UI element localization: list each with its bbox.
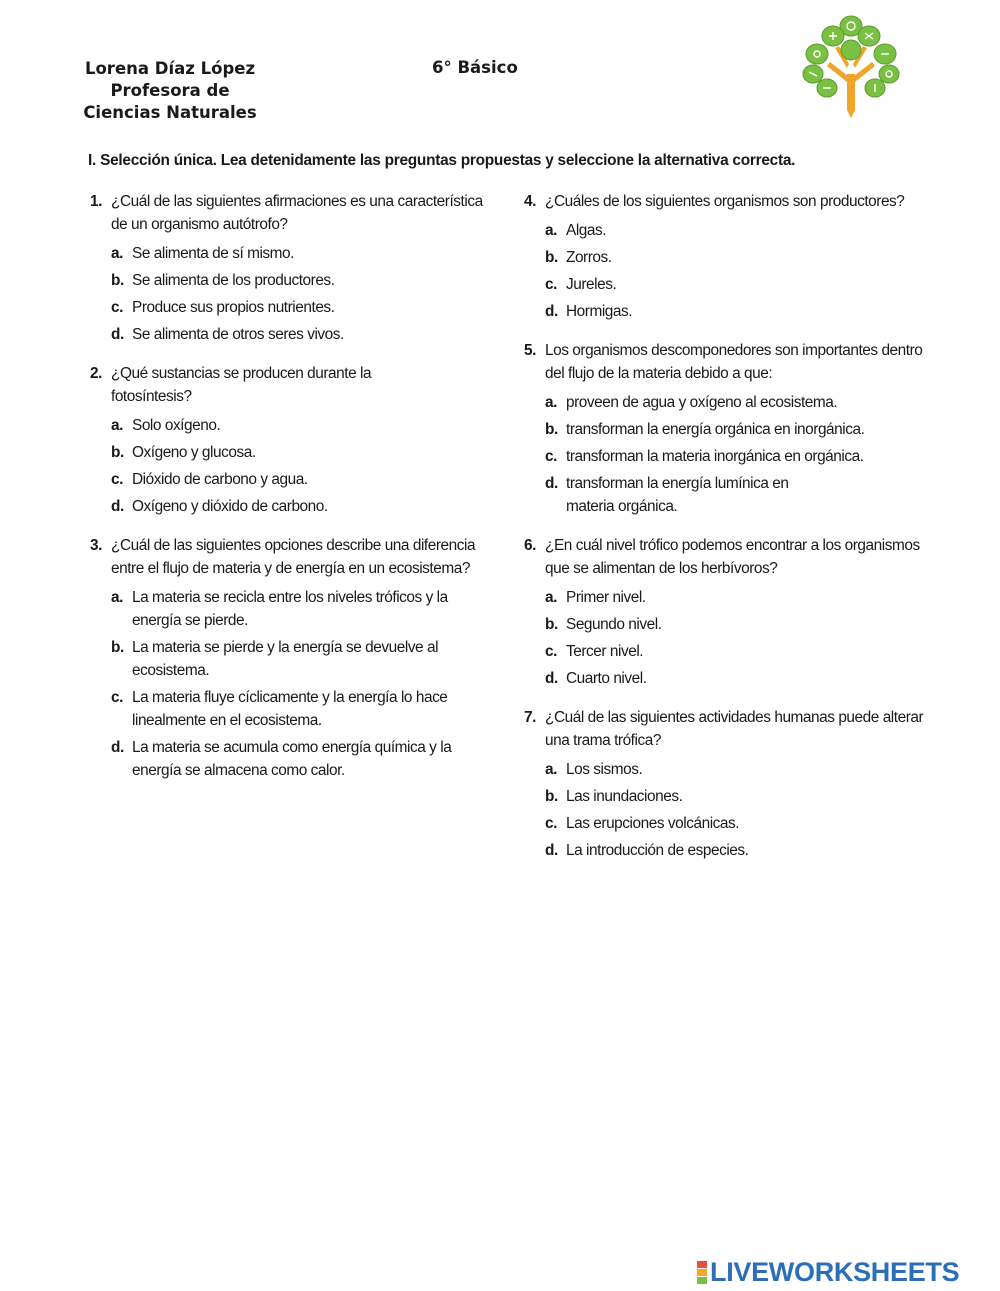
option-d[interactable]: d. La materia se acumula como energía química y la energía se almacena como calor. xyxy=(111,739,452,779)
question-text: ¿Qué sustancias se producen durante la fotosíntesis? xyxy=(111,365,372,405)
option-b[interactable]: b. La materia se pierde y la energía se devuelve al ecosistema. xyxy=(111,639,439,679)
option-b[interactable]: b. Las inundaciones. xyxy=(545,788,683,805)
option-b[interactable]: b. Zorros. xyxy=(545,249,612,266)
question-text: ¿Cuál de las siguientes actividades humanas puede alterar una trama trófica? xyxy=(545,709,924,749)
option-d[interactable]: d. Cuarto nivel. xyxy=(545,670,647,687)
question-number: 6. xyxy=(524,537,536,554)
question-number: 4. xyxy=(524,193,536,210)
option-a[interactable]: a. La materia se recicla entre los niveles tróficos y la energía se pierde. xyxy=(111,589,448,629)
option-d[interactable]: d. La introducción de especies. xyxy=(545,842,749,859)
option-c[interactable]: c. Produce sus propios nutrientes. xyxy=(111,299,335,316)
question-number: 5. xyxy=(524,342,536,359)
question-number: 3. xyxy=(90,537,102,554)
question-number: 7. xyxy=(524,709,536,726)
teacher-role-line1: Profesora de xyxy=(110,81,230,100)
option-a[interactable]: a. Se alimenta de sí mismo. xyxy=(111,245,294,262)
option-d[interactable]: d. Se alimenta de otros seres vivos. xyxy=(111,326,344,343)
question-6 xyxy=(524,534,934,690)
brand-name: LIVEWORKSHEETS xyxy=(710,1256,960,1287)
option-c[interactable]: c. Las erupciones volcánicas. xyxy=(545,815,740,832)
instruction: I. Selección única. Lea detenidamente las preguntas propuestas y seleccione la alternativa correcta. xyxy=(88,152,796,169)
option-b[interactable]: b. transforman la energía orgánica en inorgánica. xyxy=(545,421,865,438)
teacher-name: Lorena Díaz López xyxy=(84,59,256,78)
option-c[interactable]: c. Jureles. xyxy=(545,276,617,293)
option-c[interactable]: c. Tercer nivel. xyxy=(545,643,644,660)
grade-label: 6° Básico xyxy=(432,58,518,77)
question-5 xyxy=(524,339,934,518)
option-a[interactable]: a. Algas. xyxy=(545,222,607,239)
question-text: Los organismos descomponedores son importantes dentro del flujo de la materia debido a que: xyxy=(545,342,923,382)
teacher-info xyxy=(70,58,270,124)
question-text: ¿Cuáles de los siguientes organismos son productores? xyxy=(545,193,905,210)
option-a[interactable]: a. proveen de agua y oxígeno al ecosistema. xyxy=(545,394,838,411)
option-b[interactable]: b. Segundo nivel. xyxy=(545,616,662,633)
option-b[interactable]: b. Oxígeno y glucosa. xyxy=(111,444,256,461)
question-text: ¿Cuál de las siguientes afirmaciones es una característica de un organismo autótrofo? xyxy=(111,193,483,233)
option-c[interactable]: c. transforman la materia inorgánica en orgánica. xyxy=(545,448,864,465)
question-7 xyxy=(524,706,934,862)
science-tree-icon xyxy=(797,12,905,124)
teacher-role-line2: Ciencias Naturales xyxy=(83,103,257,122)
option-a[interactable]: a. Primer nivel. xyxy=(545,589,646,606)
option-d[interactable]: d. transforman la energía lumínica en materia orgánica. xyxy=(545,475,789,515)
option-c[interactable]: c. Dióxido de carbono y agua. xyxy=(111,471,308,488)
option-d[interactable]: d. Hormigas. xyxy=(545,303,633,320)
option-b[interactable]: b. Se alimenta de los productores. xyxy=(111,272,335,289)
option-d[interactable]: d. Oxígeno y dióxido de carbono. xyxy=(111,498,328,515)
question-4 xyxy=(524,190,934,323)
option-a[interactable]: a. Los sismos. xyxy=(545,761,643,778)
liveworksheets-logo[interactable] xyxy=(697,1257,959,1287)
question-text: ¿En cuál nivel trófico podemos encontrar a los organismos que se alimentan de los herbívoros? xyxy=(545,537,920,577)
question-1 xyxy=(90,190,500,346)
question-text: ¿Cuál de las siguientes opciones describe una diferencia entre el flujo de materia y de energía en un ecosistema? xyxy=(111,537,476,577)
option-a[interactable]: a. Solo oxígeno. xyxy=(111,417,221,434)
question-number: 2. xyxy=(90,365,102,382)
brand-blocks-icon xyxy=(697,1261,707,1284)
questions-column-right xyxy=(524,190,934,878)
questions-column-left xyxy=(90,190,500,798)
option-c[interactable]: c. La materia fluye cíclicamente y la energía lo hace linealmente en el ecosistema. xyxy=(111,689,448,729)
question-3 xyxy=(90,534,500,782)
question-2 xyxy=(90,362,500,518)
question-number: 1. xyxy=(90,193,102,210)
